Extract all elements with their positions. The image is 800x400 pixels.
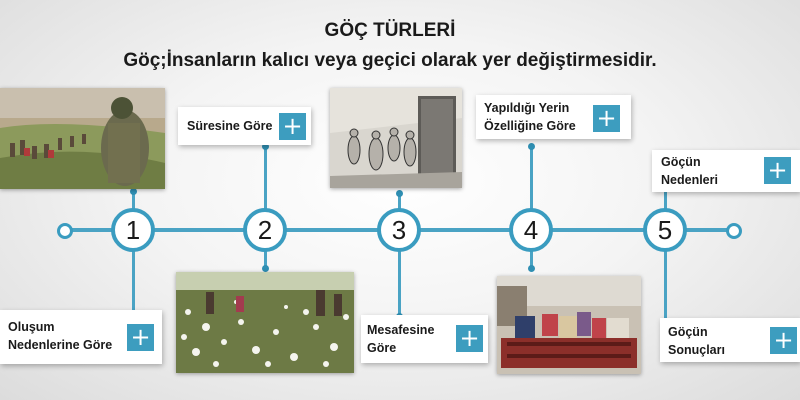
card-suresine-gore[interactable] [178,107,311,145]
plus-icon[interactable]: + [127,324,154,351]
plus-icon[interactable]: + [456,325,483,352]
connector-2-up [264,146,267,212]
connector-dot [528,143,535,150]
timeline-end-cap [726,223,742,239]
plus-icon[interactable]: + [279,113,306,140]
connector-dot [262,265,269,272]
connector-dot [396,190,403,197]
page-subtitle: Göç;İnsanların kalıcı veya geçici olarak yer değiştirmesidir. [123,50,657,71]
card-label: Oluşum Nedenlerine Göre [8,320,113,352]
photo-migrants-truck [497,276,641,374]
connector-dot [130,188,137,195]
connector-dot [528,265,535,272]
card-olusum-nedenlerine-gore[interactable] [0,310,162,364]
card-label: Göçün Nedenleri [661,155,718,187]
timeline-start-cap [57,223,73,239]
connector-4-up [530,146,533,212]
card-gocun-nedenleri[interactable] [652,150,800,192]
page-title: GÖÇ TÜRLERİ [324,20,456,41]
timeline-step-2[interactable]: 2 [243,208,287,252]
timeline-step-5[interactable]: 5 [643,208,687,252]
connector-3-down [398,248,401,316]
photo-refugees-walking [0,88,165,189]
timeline-step-3[interactable]: 3 [377,208,421,252]
photo-sketch-people [330,88,462,188]
card-gocun-sonuclari[interactable] [660,318,800,362]
card-label: Süresine Göre [187,119,273,133]
card-label: Göçün Sonuçları [668,325,725,357]
plus-icon[interactable]: + [764,157,791,184]
card-label: Yapıldığı Yerin Özelliğine Göre [484,101,576,133]
timeline-step-4[interactable]: 4 [509,208,553,252]
connector-5-down [664,248,667,318]
photo-cotton-field [176,272,354,373]
connector-1-down [132,248,135,314]
card-yapildigi-yerin-ozelligine-gore[interactable] [476,95,631,139]
plus-icon[interactable]: + [593,105,620,132]
plus-icon[interactable]: + [770,327,797,354]
timeline-step-1[interactable]: 1 [111,208,155,252]
card-mesafesine-gore[interactable] [361,315,488,363]
card-label: Mesafesine Göre [367,323,435,355]
